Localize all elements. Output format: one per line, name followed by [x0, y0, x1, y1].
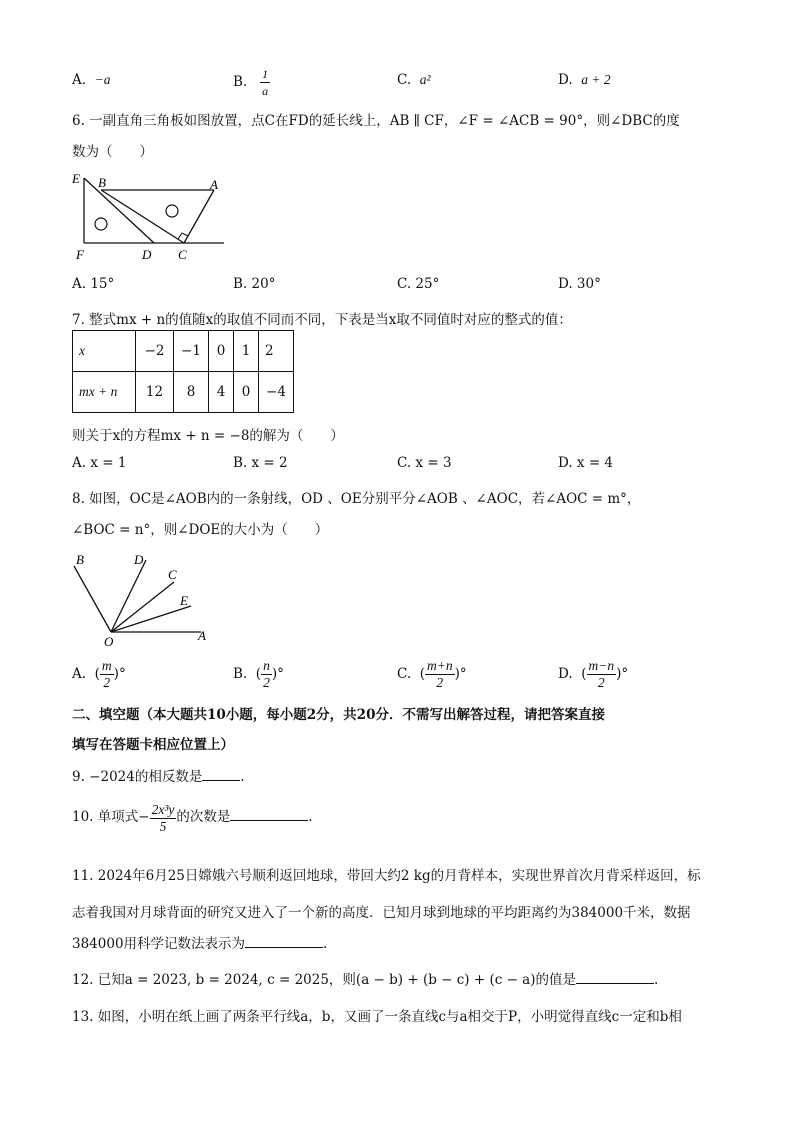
q6-stem-line1: 6. 一副直角三角板如图放置，点C在FD的延长线上，AB ∥ CF，∠F = ∠ACB = 90°，则∠DBC的度 [72, 113, 680, 129]
q7-option-a: A. x = 1 [72, 455, 127, 471]
q5-option-b: B. $\frac{1}{a}$ [233, 67, 269, 98]
table-cell: 8 [174, 372, 209, 413]
q8-label-e: E [180, 593, 188, 608]
q11-answer-blank[interactable] [245, 935, 323, 948]
table-cell: 4 [209, 372, 234, 413]
q7-stem: 7. 整式mx + n的值随x的取值不同而不同，下表是当x取不同值时对应的整式的值： [72, 312, 572, 328]
q8-option-c: C. ( $\frac{m+n}{2}$ )° [397, 658, 467, 690]
q12-answer-blank[interactable] [576, 971, 654, 984]
q8-label-c: C [168, 567, 177, 582]
table-cell: 0 [209, 331, 234, 372]
q9-question: 9. −2024的相反数是 . [72, 769, 245, 785]
q5-option-a: A. −a [72, 72, 111, 88]
table-row [73, 331, 294, 372]
q8-label-d: D [134, 552, 144, 567]
q6-option-c: C. 25° [397, 276, 440, 292]
q10-answer-blank[interactable] [230, 808, 308, 821]
q8-stem-line2: ∠BOC = n°，则∠DOE的大小为（ ） [72, 522, 329, 538]
q6-option-b: B. 20° [233, 276, 276, 292]
q6-stem-line2: 数为（ ） [72, 144, 153, 160]
q5-option-c: C. a² [397, 72, 431, 88]
q8-label-o: O [104, 634, 114, 648]
q6-label-e: E [72, 171, 80, 186]
table-cell: −2 [136, 331, 174, 372]
q6-label-b: B [98, 175, 106, 190]
table-cell: 12 [136, 372, 174, 413]
q6-label-a: A [210, 177, 218, 192]
q8-label-b: B [76, 552, 84, 567]
table-cell: −1 [174, 331, 209, 372]
table-cell: 2 [259, 331, 294, 372]
table-cell: x [73, 331, 136, 372]
q5-option-d: D. a + 2 [558, 72, 611, 88]
q13-question: 13. 如图，小明在纸上画了两条平行线a，b，又画了一条直线c与a相交于P，小明觉得直线c一定和b相 [72, 1009, 682, 1025]
q6-figure [66, 168, 236, 263]
q8-option-a: A. ( $\frac{m}{2}$ )° [72, 658, 126, 690]
q6-option-a: A. 15° [72, 276, 115, 292]
table-cell: −4 [259, 372, 294, 413]
q11-line1: 11. 2024年6月25日嫦娥六号顺利返回地球，带回大约2 kg的月背样本，实现世界首次月背采样返回，标 [72, 868, 701, 884]
table-cell: mx + n [73, 372, 136, 413]
q8-figure [66, 548, 226, 648]
table-cell: 0 [234, 372, 259, 413]
section2-heading-line2: 填写在答题卡相应位置上） [72, 737, 234, 753]
q9-answer-blank[interactable] [202, 768, 240, 781]
q7-option-b: B. x = 2 [233, 455, 288, 471]
section2-heading-line1: 二、填空题（本大题共10小题，每小题2分，共20分．不需写出解答过程，请把答案直接 [72, 707, 605, 723]
q6-option-d: D. 30° [558, 276, 601, 292]
q6-label-f: F [76, 247, 84, 262]
q8-label-a: A [198, 628, 206, 643]
table-cell: 1 [234, 331, 259, 372]
q8-option-b: B. ( $\frac{n}{2}$ )° [233, 658, 284, 690]
q7-question: 则关于x的方程mx + n = −8的解为（ ） [72, 428, 344, 444]
q7-value-table [72, 330, 294, 413]
q7-option-c: C. x = 3 [397, 455, 452, 471]
q6-label-d: D [142, 247, 152, 262]
q11-line3: 384000用科学记数法表示为 . [72, 936, 328, 952]
q7-option-d: D. x = 4 [558, 455, 614, 471]
q8-stem-line1: 8. 如图，OC是∠AOB内的一条射线，OD 、OE分别平分∠AOB 、∠AOC，若∠AOC = m°， [72, 491, 641, 507]
table-row [73, 372, 294, 413]
q6-label-c: C [178, 247, 187, 262]
q10-question: 10. 单项式− $\frac{\text{2x³y}}{5}$ 的次数是 . [72, 802, 313, 834]
q8-option-d: D. ( $\frac{m-n}{2}$ )° [558, 658, 629, 690]
q11-line2: 志着我国对月球背面的研究又进入了一个新的高度．已知月球到地球的平均距离约为384000千米，数据 [72, 905, 691, 921]
q12-question: 12. 已知a = 2023, b = 2024, c = 2025，则(a − b) + (b − c) + (c − a)的值是 . [72, 972, 659, 988]
